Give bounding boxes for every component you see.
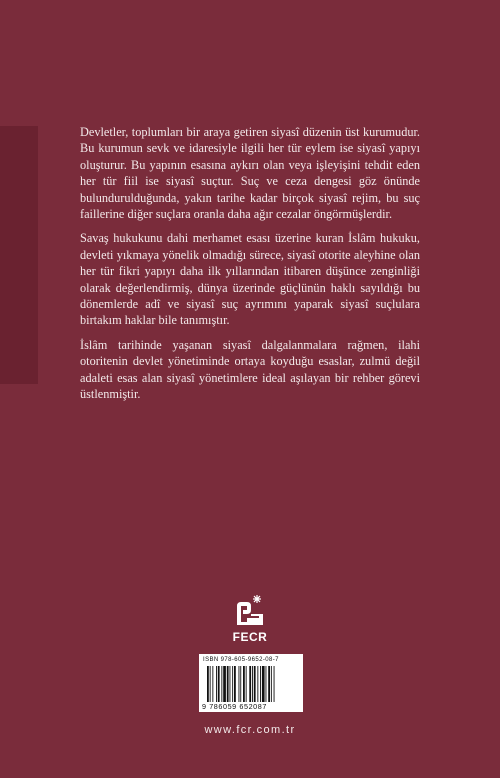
barcode-bar	[239, 666, 240, 702]
barcode-bar	[232, 666, 233, 702]
paragraph-1: Devletler, toplumları bir araya getiren siyasî düzenin üst kurumudur. Bu kurumun sevk ve idaresiyle ilgili her tür eylem ise siyasî yapıyı oluşturur. Bu yapının esasına aykırı olan veya işleyişini tehdit eden her tür fiil ise siyasî suçtur. Suç ve ceza dengesi göz önünde bulundurulduğunda, yakın tarihe kadar birçok siyasî rejim, bu suç faillerine diğer suçlara oranla daha ağır cezalar öngörmüşlerdir.	[80, 125, 420, 222]
barcode-bar	[212, 666, 213, 702]
barcode-bar	[260, 666, 261, 702]
barcode-bar	[262, 666, 265, 702]
barcode-bar	[252, 666, 253, 702]
barcode-bar	[243, 666, 245, 702]
barcode-bar	[257, 666, 258, 702]
publisher-name: FECR	[232, 630, 268, 644]
barcode-bar	[210, 666, 211, 702]
barcode-bar	[227, 666, 229, 702]
barcode-bar	[230, 666, 231, 702]
barcode-bar	[207, 666, 209, 702]
barcode-bar	[274, 666, 275, 702]
barcode-bars	[207, 666, 297, 702]
barcode-bar	[216, 666, 217, 702]
barcode-bar	[271, 666, 272, 702]
barcode-bar	[234, 666, 236, 702]
barcode-bar	[268, 666, 270, 702]
publisher-website: www.fcr.com.tr	[204, 724, 296, 736]
barcode-bar	[249, 666, 251, 702]
barcode-bar	[240, 666, 241, 702]
barcode-bar	[254, 666, 256, 702]
barcode-digits: 9 786059 652087	[202, 702, 267, 711]
back-cover-text	[80, 124, 420, 411]
fecr-logo-icon	[223, 592, 277, 630]
spine-accent-bar	[0, 126, 38, 384]
barcode-bar	[266, 666, 267, 702]
barcode-bar	[246, 666, 247, 702]
paragraph-2: Savaş hukukunu dahi merhamet esası üzerine kuran İslâm hukuku, devleti yıkmaya yönelik olmadığı sürece, siyasî otorite aleyhine olan her tür fikri yapıyı daha ilk yıllarından itibaren düşünce zenginliği olarak değerlendirmiş, dünya üzerinde güçlünün haklı sayıldığı bu dönemlerde adî ve siyasî suç ayrımını yaparak siyasî suçlulara birtakım haklar bile tanımıştır.	[80, 231, 420, 328]
barcode-bar	[218, 666, 220, 702]
isbn-number: ISBN 978-605-9652-08-7	[203, 657, 279, 663]
barcode-bar	[221, 666, 222, 702]
barcode-bar	[223, 666, 226, 702]
publisher-logo	[223, 592, 277, 648]
isbn-barcode	[199, 654, 303, 712]
paragraph-3: İslâm tarihinde yaşanan siyasî dalgalanmalara rağmen, ilahi otoritenin devlet yönetiminde ortaya koyduğu esaslar, zulmü değil adaleti esas alan siyasî yönetimlere ideal aşılayan bir rehber görevi üstlenmiştir.	[80, 337, 420, 402]
